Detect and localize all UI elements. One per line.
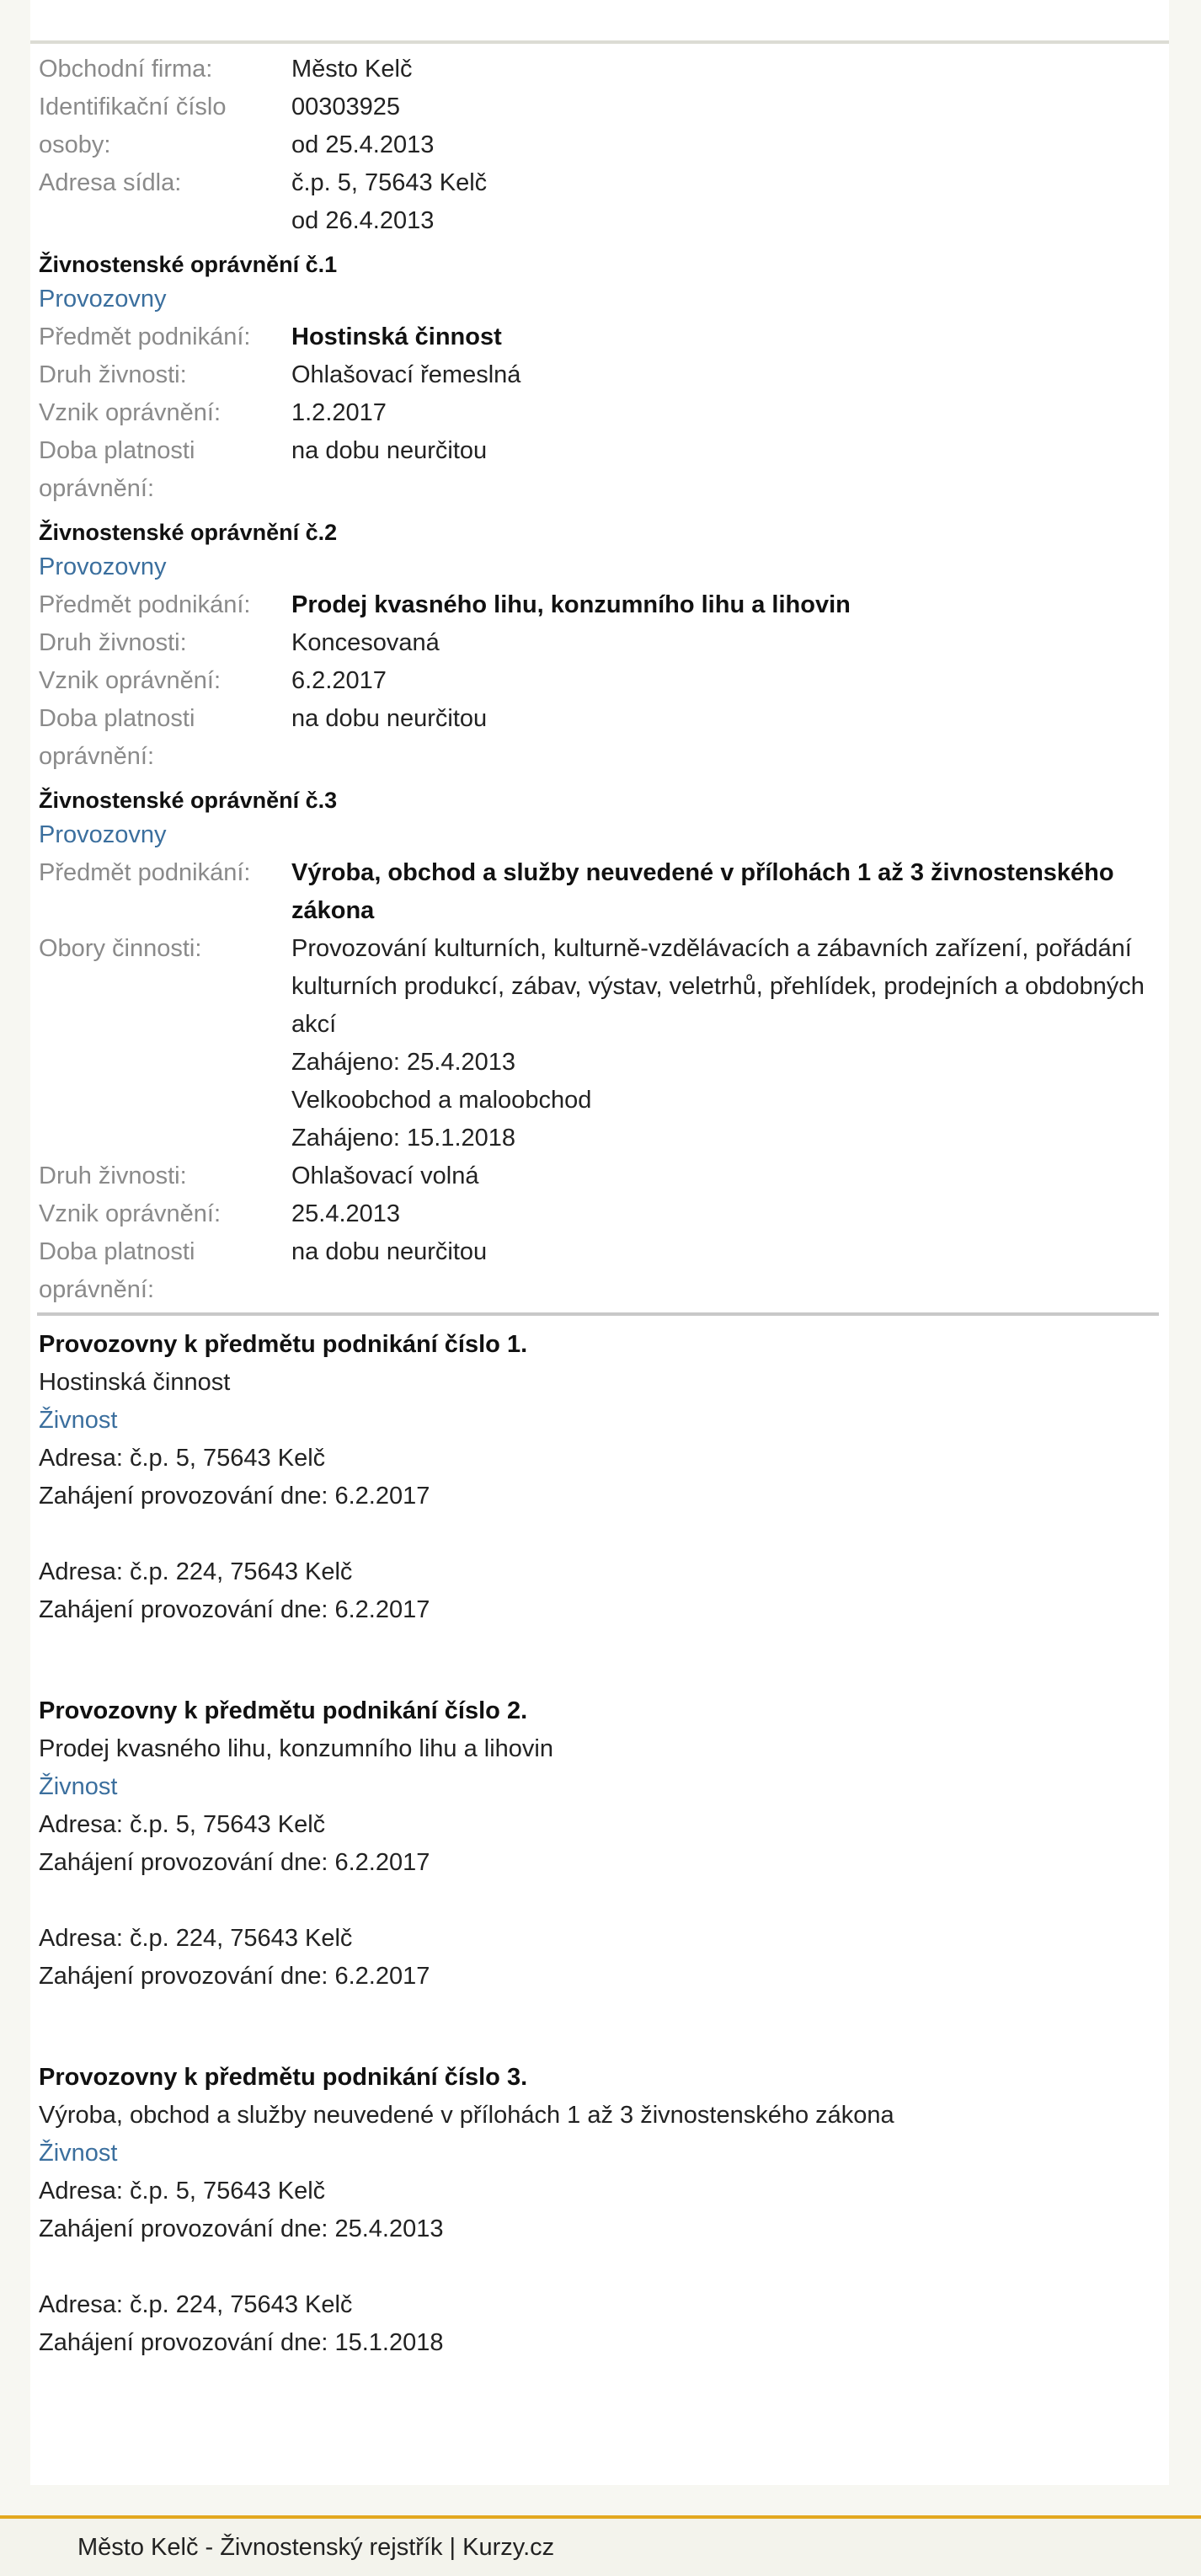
- place-start: Zahájení provozování dne: 6.2.2017: [39, 1483, 430, 1510]
- provozovny-section-3: [39, 2059, 1159, 2362]
- top-divider: [30, 40, 1169, 44]
- provozovny-subject: Prodej kvasného lihu, konzumního lihu a lihovin: [39, 1735, 553, 1762]
- place-address: Adresa: č.p. 224, 75643 Kelč: [39, 2291, 353, 2318]
- company-address-values: [291, 164, 1159, 240]
- obory-row: [39, 930, 1159, 1157]
- field-label: Předmět podnikání:: [39, 591, 251, 618]
- field-label: Vznik oprávnění:: [39, 667, 222, 694]
- footer: [0, 2519, 1201, 2576]
- field-label-text: Identifikační číslo osoby:: [39, 94, 227, 158]
- predmet-value: Hostinská činnost: [291, 323, 502, 350]
- druh-row: [39, 356, 1159, 394]
- section-divider: [37, 1312, 1159, 1316]
- place-start: Zahájení provozování dne: 25.4.2013: [39, 2215, 444, 2242]
- place-address: Adresa: č.p. 224, 75643 Kelč: [39, 1558, 353, 1585]
- obor-start: Zahájeno: 15.1.2018: [291, 1125, 516, 1152]
- druh-row: [39, 1157, 1159, 1195]
- zivnost-link[interactable]: Živnost: [39, 1407, 118, 1434]
- vznik-value: 25.4.2013: [291, 1200, 401, 1227]
- vznik-value: 6.2.2017: [291, 667, 387, 694]
- zivnost-link[interactable]: Živnost: [39, 1773, 118, 1800]
- doba-row: [39, 432, 1159, 508]
- field-label: [39, 88, 291, 164]
- field-label: Obory činnosti:: [39, 935, 202, 962]
- spacer: [39, 1996, 1159, 2059]
- place-address: Adresa: č.p. 5, 75643 Kelč: [39, 1445, 326, 1472]
- field-label: Druh živnosti:: [39, 361, 187, 388]
- doba-value: na dobu neurčitou: [291, 437, 488, 464]
- vznik-value: 1.2.2017: [291, 399, 387, 426]
- predmet-row: [39, 854, 1159, 930]
- obor-item: Velkoobchod a maloobchod: [291, 1087, 592, 1114]
- druh-row: [39, 624, 1159, 662]
- field-label: Vznik oprávnění:: [39, 1200, 222, 1227]
- permit-2: [39, 516, 1159, 776]
- predmet-value: Prodej kvasného lihu, konzumního lihu a lihovin: [291, 591, 851, 618]
- vznik-row: [39, 394, 1159, 432]
- company-address-since: od 26.4.2013: [291, 207, 435, 234]
- obor-item: Provozování kulturních, kulturně-vzdělávacích a zábavních zařízení, pořádání kulturních produkcí, zábav, výstav, veletrhů, přehlídek, prodejních a obdobných akcí: [291, 935, 1145, 1038]
- permit-3: [39, 784, 1159, 1309]
- zivnost-link[interactable]: Živnost: [39, 2140, 118, 2167]
- provozovny-link[interactable]: Provozovny: [39, 286, 167, 313]
- predmet-row: [39, 318, 1159, 356]
- obor-start: Zahájeno: 25.4.2013: [291, 1049, 516, 1076]
- provozovny-section-2: [39, 1692, 1159, 2059]
- spacer: [39, 2248, 1159, 2286]
- company-address-row: [39, 164, 1159, 240]
- place-start: Zahájení provozování dne: 6.2.2017: [39, 1963, 430, 1990]
- spacer: [39, 1629, 1159, 1692]
- predmet-row: [39, 586, 1159, 624]
- permit-1: [39, 249, 1159, 508]
- vznik-row: [39, 662, 1159, 700]
- provozovny-title: Provozovny k předmětu podnikání číslo 2.: [39, 1697, 528, 1724]
- place-start: Zahájení provozování dne: 15.1.2018: [39, 2329, 444, 2356]
- permit-title: Živnostenské oprávnění č.1: [39, 252, 338, 277]
- place-address: Adresa: č.p. 5, 75643 Kelč: [39, 1811, 326, 1838]
- field-label: Doba platnosti oprávnění:: [39, 437, 195, 502]
- provozovny-section-1: [39, 1326, 1159, 1692]
- field-label: Doba platnosti oprávnění:: [39, 1238, 195, 1303]
- field-label: Druh živnosti:: [39, 1162, 187, 1189]
- company-id-row: [39, 88, 1159, 164]
- doba-row: [39, 700, 1159, 776]
- doba-value: na dobu neurčitou: [291, 1238, 488, 1265]
- field-label: Druh živnosti:: [39, 629, 187, 656]
- place-address: Adresa: č.p. 224, 75643 Kelč: [39, 1925, 353, 1952]
- druh-value: Ohlašovací řemeslná: [291, 361, 521, 388]
- field-label: Adresa sídla:: [39, 169, 182, 196]
- field-label: Doba platnosti oprávnění:: [39, 705, 195, 770]
- provozovny-title: Provozovny k předmětu podnikání číslo 1.: [39, 1331, 528, 1358]
- provozovny-link[interactable]: Provozovny: [39, 821, 167, 848]
- doba-row: [39, 1233, 1159, 1309]
- field-label: Předmět podnikání:: [39, 859, 251, 886]
- field-label: Předmět podnikání:: [39, 323, 251, 350]
- doba-value: na dobu neurčitou: [291, 705, 488, 732]
- spacer: [39, 1515, 1159, 1553]
- company-id-since: od 25.4.2013: [291, 131, 435, 158]
- place-start: Zahájení provozování dne: 6.2.2017: [39, 1596, 430, 1623]
- place-start: Zahájení provozování dne: 6.2.2017: [39, 1849, 430, 1876]
- druh-value: Ohlašovací volná: [291, 1162, 479, 1189]
- druh-value: Koncesovaná: [291, 629, 440, 656]
- field-label: Obchodní firma:: [39, 56, 213, 83]
- vznik-row: [39, 1195, 1159, 1233]
- company-id-value: 00303925: [291, 94, 401, 120]
- footer-text[interactable]: Město Kelč - Živnostenský rejstřík | Kurzy.cz: [77, 2534, 555, 2561]
- provozovny-link[interactable]: Provozovny: [39, 553, 167, 580]
- place-address: Adresa: č.p. 5, 75643 Kelč: [39, 2178, 326, 2205]
- permit-title: Živnostenské oprávnění č.3: [39, 788, 338, 813]
- company-name-value: Město Kelč: [291, 56, 413, 83]
- field-label: Vznik oprávnění:: [39, 399, 222, 426]
- company-id-values: [291, 88, 1159, 164]
- company-address-value: č.p. 5, 75643 Kelč: [291, 169, 488, 196]
- company-name-row: [39, 51, 1159, 88]
- provozovny-subject: Výroba, obchod a služby neuvedené v přílohách 1 až 3 živnostenského zákona: [39, 2102, 894, 2129]
- provozovny-subject: Hostinská činnost: [39, 1369, 231, 1396]
- company-info: [39, 51, 1159, 240]
- provozovny-title: Provozovny k předmětu podnikání číslo 3.: [39, 2064, 528, 2091]
- permit-title: Živnostenské oprávnění č.2: [39, 520, 338, 545]
- spacer: [39, 1882, 1159, 1920]
- main-content: [39, 51, 1159, 2362]
- obory-values: [291, 930, 1159, 1157]
- predmet-value: Výroba, obchod a služby neuvedené v přílohách 1 až 3 živnostenského zákona: [291, 859, 1114, 924]
